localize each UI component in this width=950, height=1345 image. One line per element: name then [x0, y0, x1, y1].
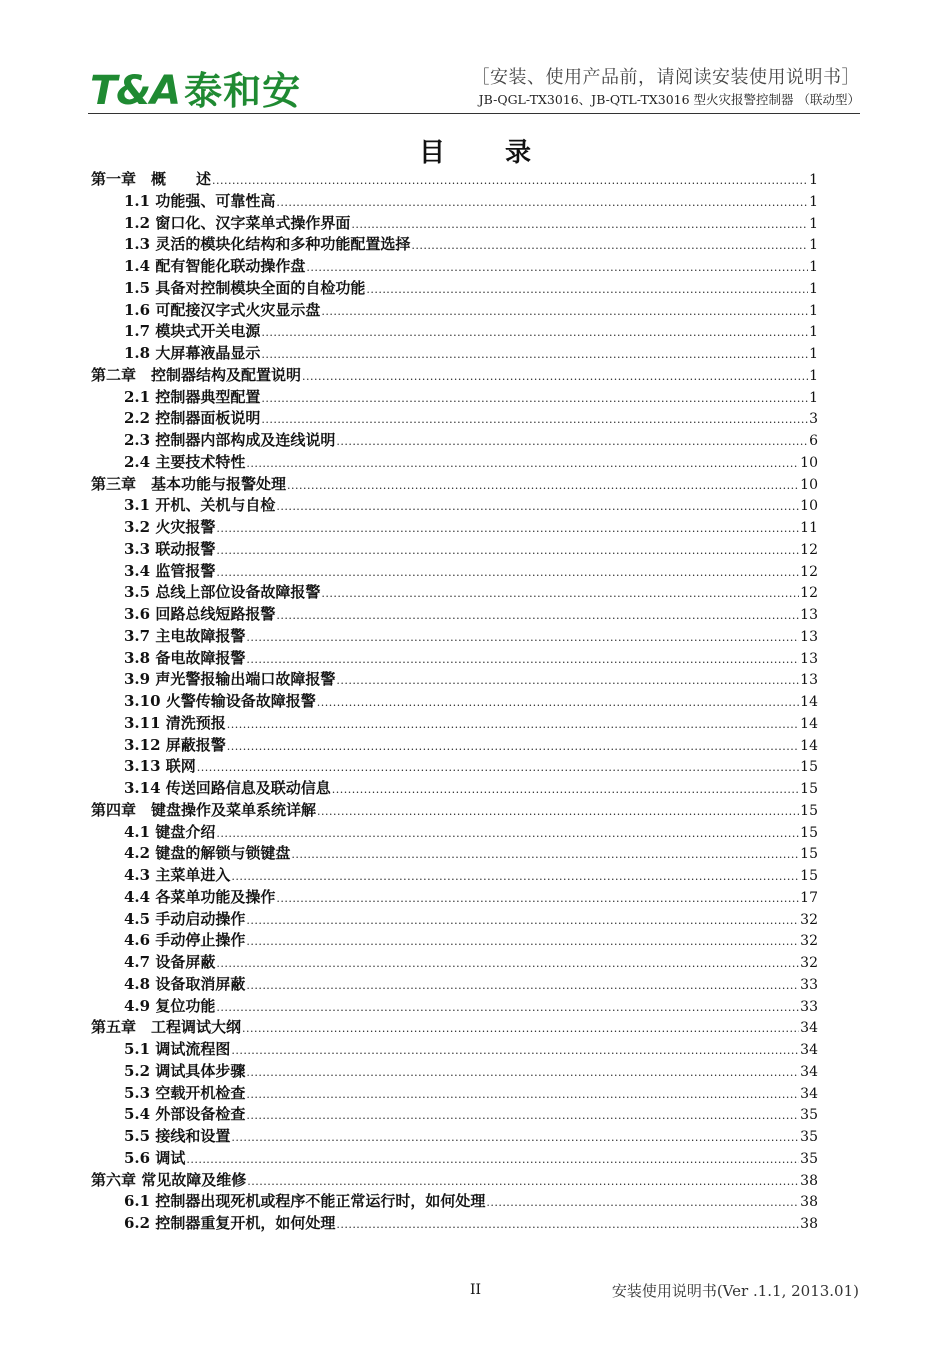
- header-notice: ［安装、使用产品前，请阅读安装使用说明书］: [471, 67, 860, 88]
- toc-entry-page: 35: [800, 1107, 818, 1124]
- toc-dot-leader: [332, 779, 799, 801]
- toc-dot-leader: [366, 279, 808, 301]
- toc-dot-leader: [246, 975, 799, 997]
- toc-entry-label: 4.7 设备屏蔽: [124, 953, 216, 971]
- toc-entry-page: 35: [800, 1129, 818, 1145]
- toc-section-entry[interactable]: [91, 648, 818, 670]
- toc-dot-leader: [317, 692, 799, 714]
- toc-entry-label: 2.4 主要技术特性: [124, 452, 246, 471]
- toc-entry-page: 12: [800, 585, 818, 602]
- toc-dot-leader: [216, 518, 799, 540]
- toc-entry-label: 1.5 具备对控制模块全面的自检功能: [124, 278, 366, 297]
- toc-dot-leader: [216, 997, 799, 1019]
- toc-entry-label: 3.12 屏蔽报警: [124, 735, 226, 754]
- toc-entry-page: 32: [800, 911, 818, 928]
- toc-entry-page: 15: [800, 846, 818, 863]
- toc-dot-leader: [231, 1040, 799, 1062]
- toc-dot-leader: [351, 214, 808, 236]
- toc-dot-leader: [227, 714, 799, 736]
- toc-section-entry[interactable]: [91, 539, 818, 561]
- toc-entry-label: 5.3 空载开机检查: [124, 1083, 246, 1102]
- toc-entry-label: 1.6 可配接汉字式火灾显示盘: [124, 300, 321, 319]
- toc-section-entry[interactable]: [91, 234, 818, 256]
- toc-section-entry[interactable]: [91, 343, 818, 365]
- toc-entry-label: 3.8 备电故障报警: [124, 648, 246, 667]
- toc-entry-page: 10: [800, 476, 818, 493]
- toc-dot-leader: [261, 322, 808, 344]
- toc-entry-label: 4.9 复位功能: [124, 996, 216, 1015]
- toc-entry-page: 10: [800, 498, 818, 515]
- toc-section-entry[interactable]: [91, 517, 818, 539]
- header-model: JB-QGL-TX3016、JB-QTL-TX3016 型火灾报警控制器 （联动型）: [478, 92, 860, 107]
- toc-dot-leader: [336, 1214, 799, 1236]
- toc-chapter-entry[interactable]: [91, 474, 818, 496]
- toc-dot-leader: [246, 910, 799, 932]
- toc-entry-label: 3.3 联动报警: [124, 539, 216, 558]
- toc-entry-label: 第六章 常见故障及维修: [91, 1170, 247, 1189]
- toc-section-entry[interactable]: [91, 952, 818, 974]
- toc-entry-label: 6.2 控制器重复开机，如何处理: [124, 1214, 336, 1232]
- toc-dot-leader: [212, 170, 808, 192]
- toc-dot-leader: [216, 540, 799, 562]
- toc-entry-page: 15: [800, 781, 818, 797]
- toc-chapter-entry[interactable]: [91, 1170, 818, 1192]
- toc-section-entry[interactable]: [91, 713, 818, 735]
- toc-section-entry[interactable]: [91, 843, 818, 865]
- toc-dot-leader: [411, 235, 808, 257]
- toc-entry-label: 4.6 手动停止操作: [124, 931, 246, 950]
- toc-entry-page: 13: [800, 628, 818, 645]
- toc-entry-label: 5.6 调试: [124, 1148, 186, 1167]
- toc-entry-label: 4.2 键盘的解锁与锁键盘: [124, 844, 291, 863]
- toc-entry-page: 15: [800, 759, 818, 776]
- toc-dot-leader: [231, 1127, 799, 1149]
- toc-section-entry[interactable]: [91, 256, 818, 278]
- toc-section-entry[interactable]: [91, 1213, 818, 1235]
- toc-section-entry[interactable]: [91, 1126, 818, 1148]
- toc-dot-leader: [246, 1084, 799, 1106]
- toc-entry-label: 1.1 功能强、可靠性高: [124, 191, 276, 210]
- toc-entry-label: 3.5 总线上部位设备故障报警: [124, 583, 321, 602]
- toc-entry-label: 3.7 主电故障报警: [124, 626, 246, 645]
- toc-entry-page: 34: [800, 1020, 818, 1037]
- toc-chapter-entry[interactable]: [91, 169, 818, 191]
- toc-section-entry[interactable]: [91, 387, 818, 409]
- toc-entry-page: 12: [800, 563, 818, 580]
- toc-entry-page: 38: [800, 1216, 818, 1232]
- toc-chapter-entry[interactable]: [91, 365, 818, 387]
- toc-dot-leader: [287, 475, 799, 497]
- toc-entry-page: 6: [809, 433, 818, 449]
- toc-dot-leader: [276, 192, 808, 214]
- toc-section-entry[interactable]: [91, 887, 818, 909]
- toc-dot-leader: [261, 388, 808, 410]
- toc-dot-leader: [246, 931, 799, 953]
- logo-chinese-text: 泰和安: [184, 69, 302, 113]
- toc-dot-leader: [231, 866, 799, 888]
- toc-entry-page: 15: [800, 824, 818, 841]
- toc-chapter-entry[interactable]: [91, 800, 818, 822]
- toc-section-entry[interactable]: [91, 430, 818, 452]
- toc-entry-page: 13: [800, 607, 818, 623]
- toc-section-entry[interactable]: [91, 191, 818, 213]
- company-logo: [90, 68, 301, 114]
- toc-entry-label: 1.2 窗口化、汉字菜单式操作界面: [124, 213, 351, 232]
- toc-dot-leader: [336, 431, 808, 453]
- toc-section-entry[interactable]: [91, 300, 818, 322]
- toc-entry-page: 14: [800, 715, 818, 732]
- toc-entry-page: 13: [800, 672, 818, 689]
- toc-entry-page: 1: [809, 346, 818, 362]
- toc-entry-page: 1: [809, 237, 818, 254]
- toc-entry-label: 3.1 开机、关机与自检: [124, 496, 276, 515]
- toc-entry-page: 32: [800, 955, 818, 971]
- toc-entry-label: 3.10 火警传输设备故障报警: [124, 692, 316, 710]
- toc-entry-page: 14: [800, 737, 818, 754]
- toc-entry-page: 14: [800, 694, 818, 710]
- toc-dot-leader: [216, 823, 799, 845]
- toc-section-entry[interactable]: [91, 822, 818, 844]
- toc-entry-page: 17: [800, 889, 818, 906]
- toc-entry-page: 13: [800, 650, 818, 667]
- toc-dot-leader: [321, 583, 799, 605]
- footer-version: 安装使用说明书(Ver .1.1, 2013.01): [611, 1282, 859, 1300]
- toc-entry-page: 1: [809, 324, 818, 341]
- toc-entry-label: 第五章 工程调试大纲: [91, 1018, 242, 1037]
- toc-section-entry[interactable]: [91, 626, 818, 648]
- toc-dot-leader: [246, 1105, 799, 1127]
- toc-entry-page: 34: [800, 1063, 818, 1080]
- toc-dot-leader: [276, 496, 799, 518]
- toc-section-entry[interactable]: [91, 865, 818, 887]
- toc-dot-leader: [246, 1062, 799, 1084]
- toc-entry-label: 1.8 大屏幕液晶显示: [124, 344, 261, 362]
- toc-entry-label: 5.1 调试流程图: [124, 1040, 231, 1058]
- toc-entry-label: 2.3 控制器内部构成及连线说明: [124, 431, 336, 449]
- toc-entry-label: 1.7 模块式开关电源: [124, 322, 261, 341]
- toc-dot-leader: [246, 627, 799, 649]
- toc-dot-leader: [197, 757, 799, 779]
- toc-section-entry[interactable]: [91, 495, 818, 517]
- toc-dot-leader: [276, 888, 799, 910]
- toc-entry-label: 4.5 手动启动操作: [124, 909, 246, 928]
- toc-section-entry[interactable]: [91, 1061, 818, 1083]
- toc-entry-label: 3.4 监管报警: [124, 561, 216, 580]
- toc-title: 目录: [418, 138, 591, 168]
- toc-entry-page: 34: [800, 1042, 818, 1058]
- toc-section-entry[interactable]: [91, 909, 818, 931]
- toc-section-entry[interactable]: [91, 1039, 818, 1061]
- toc-dot-leader: [261, 344, 808, 366]
- toc-entry-page: 1: [809, 367, 818, 384]
- toc-entry-page: 32: [800, 933, 818, 950]
- table-of-contents: [91, 169, 818, 1235]
- toc-section-entry[interactable]: [91, 604, 818, 626]
- toc-entry-page: 11: [800, 520, 818, 536]
- toc-entry-page: 15: [800, 868, 818, 884]
- toc-entry-page: 12: [800, 541, 818, 558]
- toc-section-entry[interactable]: [91, 1191, 818, 1213]
- toc-section-entry[interactable]: [91, 1148, 818, 1170]
- toc-section-entry[interactable]: [91, 756, 818, 778]
- toc-dot-leader: [216, 953, 799, 975]
- toc-dot-leader: [321, 301, 808, 323]
- toc-dot-leader: [291, 844, 799, 866]
- toc-entry-page: 33: [800, 998, 818, 1015]
- toc-entry-page: 1: [809, 259, 818, 275]
- toc-entry-label: 1.4 配有智能化联动操作盘: [124, 257, 306, 275]
- footer-page-number: II: [470, 1282, 482, 1298]
- toc-entry-page: 1: [809, 280, 818, 297]
- toc-entry-label: 5.2 调试具体步骤: [124, 1061, 246, 1080]
- header-info: [472, 66, 861, 110]
- toc-section-entry[interactable]: [91, 1083, 818, 1105]
- header-divider: [88, 113, 860, 114]
- toc-entry-page: 1: [809, 302, 818, 319]
- toc-entry-label: 4.8 设备取消屏蔽: [124, 974, 246, 993]
- toc-entry-page: 1: [809, 172, 818, 188]
- toc-dot-leader: [216, 562, 799, 584]
- toc-dot-leader: [261, 409, 808, 431]
- toc-section-entry[interactable]: [91, 582, 818, 604]
- toc-entry-page: 3: [809, 411, 818, 428]
- toc-section-entry[interactable]: [91, 452, 818, 474]
- toc-dot-leader: [242, 1018, 799, 1040]
- toc-entry-page: 38: [800, 1172, 818, 1189]
- toc-section-entry[interactable]: [91, 691, 818, 713]
- toc-entry-label: 3.6 回路总线短路报警: [124, 605, 276, 623]
- toc-section-entry[interactable]: [91, 1104, 818, 1126]
- toc-entry-label: 第二章 控制器结构及配置说明: [91, 365, 302, 384]
- toc-entry-label: 4.3 主菜单进入: [124, 866, 231, 884]
- toc-section-entry[interactable]: [91, 996, 818, 1018]
- toc-dot-leader: [486, 1192, 799, 1214]
- toc-entry-label: 2.1 控制器典型配置: [124, 387, 261, 406]
- toc-section-entry[interactable]: [91, 278, 818, 300]
- toc-section-entry[interactable]: [91, 408, 818, 430]
- toc-entry-page: 10: [800, 454, 818, 471]
- toc-dot-leader: [227, 736, 799, 758]
- toc-dot-leader: [336, 670, 799, 692]
- toc-entry-page: 1: [809, 215, 818, 232]
- toc-entry-label: 第一章 概 述: [91, 170, 212, 188]
- toc-entry-label: 3.14 传送回路信息及联动信息: [124, 779, 331, 797]
- toc-entry-label: 3.9 声光警报输出端口故障报警: [124, 670, 336, 689]
- toc-dot-leader: [246, 453, 799, 475]
- toc-entry-label: 4.4 各菜单功能及操作: [124, 887, 276, 906]
- toc-entry-label: 4.1 键盘介绍: [124, 822, 216, 841]
- toc-entry-label: 6.1 控制器出现死机或程序不能正常运行时，如何处理: [124, 1192, 486, 1211]
- toc-section-entry[interactable]: [91, 974, 818, 996]
- toc-section-entry[interactable]: [91, 930, 818, 952]
- toc-entry-page: 34: [800, 1085, 818, 1102]
- toc-section-entry[interactable]: [91, 669, 818, 691]
- toc-entry-label: 1.3 灵活的模块化结构和多种功能配置选择: [124, 235, 411, 254]
- toc-dot-leader: [276, 605, 799, 627]
- toc-entry-page: 1: [809, 389, 818, 406]
- toc-entry-page: 33: [800, 976, 818, 993]
- toc-entry-label: 5.5 接线和设置: [124, 1127, 231, 1145]
- toc-entry-page: 38: [800, 1194, 818, 1211]
- toc-section-entry[interactable]: [91, 778, 818, 800]
- toc-section-entry[interactable]: [91, 321, 818, 343]
- toc-entry-label: 5.4 外部设备检查: [124, 1105, 246, 1124]
- toc-dot-leader: [247, 1171, 799, 1193]
- toc-dot-leader: [186, 1149, 799, 1171]
- page-header: [88, 62, 860, 114]
- toc-entry-page: 15: [800, 802, 818, 819]
- toc-entry-page: 35: [800, 1150, 818, 1167]
- toc-entry-label: 3.11 清洗预报: [124, 713, 226, 732]
- toc-entry-label: 3.2 火灾报警: [124, 518, 216, 536]
- toc-dot-leader: [306, 257, 808, 279]
- toc-section-entry[interactable]: [91, 561, 818, 583]
- toc-chapter-entry[interactable]: [91, 1017, 818, 1039]
- toc-entry-label: 第三章 基本功能与报警处理: [91, 474, 287, 493]
- toc-entry-label: 2.2 控制器面板说明: [124, 409, 261, 428]
- toc-section-entry[interactable]: [91, 213, 818, 235]
- toc-entry-label: 第四章 键盘操作及菜单系统详解: [91, 800, 317, 819]
- toc-entry-page: 1: [809, 193, 818, 210]
- toc-dot-leader: [317, 801, 799, 823]
- logo-latin-text: T&A: [90, 68, 181, 114]
- toc-dot-leader: [302, 366, 808, 388]
- toc-section-entry[interactable]: [91, 735, 818, 757]
- toc-dot-leader: [246, 649, 799, 671]
- toc-entry-label: 3.13 联网: [124, 757, 196, 776]
